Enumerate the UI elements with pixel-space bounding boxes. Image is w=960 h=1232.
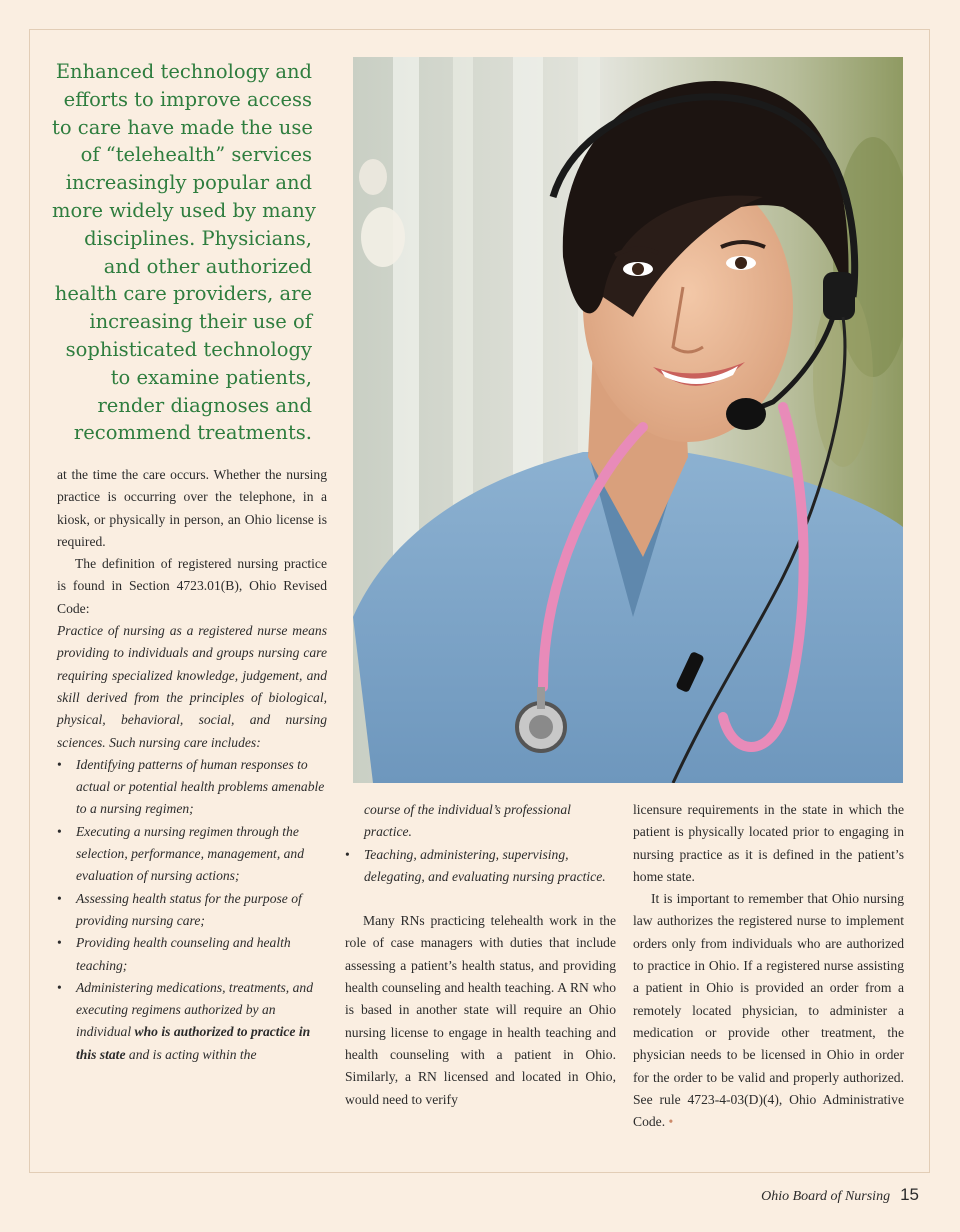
bullet-icon: • — [57, 979, 62, 995]
paragraph: The definition of registered nursing practice is found in Section 4723.01(B), Ohio Revised Code: — [57, 556, 327, 616]
publication-name: Ohio Board of Nursing — [761, 1189, 891, 1204]
text-column-2 — [345, 799, 616, 1111]
bullet-icon: • — [345, 846, 350, 862]
paragraph: licensure requirements in the state in which the patient is physically located prior to engaging in nursing practice as it is defined in the patient’s home state. — [633, 802, 904, 884]
paragraph: at the time the care occurs. Whether the nursing practice is occurring over the telephone, in a kiosk, or physically in person, an Ohio license is required. — [57, 467, 327, 549]
pull-quote-line: render diagnoses and — [97, 393, 312, 417]
pull-quote-line: health care providers, are — [54, 282, 312, 306]
pull-quote — [52, 58, 316, 447]
list-item: • Administering medications, treatments, and executing regimens authorized by an individual who is authorized to practice in this state and is acting within the — [57, 977, 327, 1066]
pull-quote-line: Enhanced technology and — [55, 60, 312, 83]
text-column-1 — [57, 464, 327, 1066]
bullet-icon: • — [57, 756, 62, 772]
pull-quote-line: increasingly popular and — [65, 171, 312, 195]
pull-quote-line: to examine patients, — [110, 365, 312, 389]
list-item: • Executing a nursing regimen through the selection, performance, management, and evaluation of nursing actions; — [57, 821, 327, 888]
list-item: • Assessing health status for the purpose of providing nursing care; — [57, 888, 327, 933]
pull-quote-line: disciplines. Physicians, — [84, 226, 312, 250]
list-item: • Identifying patterns of human responses to actual or potential health problems amenable to a nursing regimen; — [57, 754, 327, 821]
pull-quote-line: sophisticated technology — [65, 337, 312, 361]
page-footer — [761, 1185, 919, 1205]
bullet-icon: • — [57, 823, 62, 839]
text-column-3 — [633, 799, 904, 1133]
pull-quote-line: recommend treatments. — [73, 421, 312, 445]
page-number: 15 — [900, 1185, 919, 1204]
pull-quote-line: of “telehealth” services — [80, 143, 312, 167]
pull-quote-line: and other authorized — [103, 254, 312, 278]
list-item: • Teaching, administering, supervising, delegating, and evaluating nursing practice. — [345, 844, 616, 889]
statute-quote: Practice of nursing as a registered nurse means providing to individuals and groups nursing care requiring specialized knowledge, judgement, and skill derived from the principles of biological, physical, behavioral, social, and nursing sciences. Such nursing care includes: — [57, 623, 327, 750]
paragraph: Many RNs practicing telehealth work in the role of case managers with duties that include assessing a patient’s health status, and providing health counseling and health teaching. A RN who is based in another state will require an Ohio nursing license to engage in health teaching and health counseling with a patient in Ohio. Similarly, a RN licensed and located in Ohio, would need to verify — [345, 913, 616, 1107]
emphasis: who is authorized to practice in this state — [76, 1024, 311, 1062]
pull-quote-line: to care have made the use — [52, 115, 313, 139]
pull-quote-line: more widely used by many — [52, 198, 316, 222]
nurse-headset-photo — [353, 57, 903, 783]
bullet-icon: • — [57, 890, 62, 906]
pull-quote-line: efforts to improve access — [63, 87, 312, 111]
nursing-care-list-cont — [345, 844, 616, 889]
list-item-continuation: course of the individual’s professional practice. — [364, 802, 571, 840]
end-mark-icon: • — [668, 1114, 674, 1130]
bullet-icon: • — [57, 935, 62, 951]
nursing-care-list — [57, 754, 327, 1066]
pull-quote-line: increasing their use of — [89, 310, 312, 334]
list-item: • Providing health counseling and health teaching; — [57, 932, 327, 977]
paragraph: It is important to remember that Ohio nursing law authorizes the registered nurse to implement orders only from individuals who are authorized to practice in Ohio. If a registered nurse assisting a patient in Ohio is provided an order from a remotely located physician, to administer a medication or provide other treatment, the physician needs to be licensed in Ohio in order for the order to be valid and properly authorized. See rule 4723-4-03(D)(4), Ohio Administrative Code. • — [633, 891, 904, 1130]
